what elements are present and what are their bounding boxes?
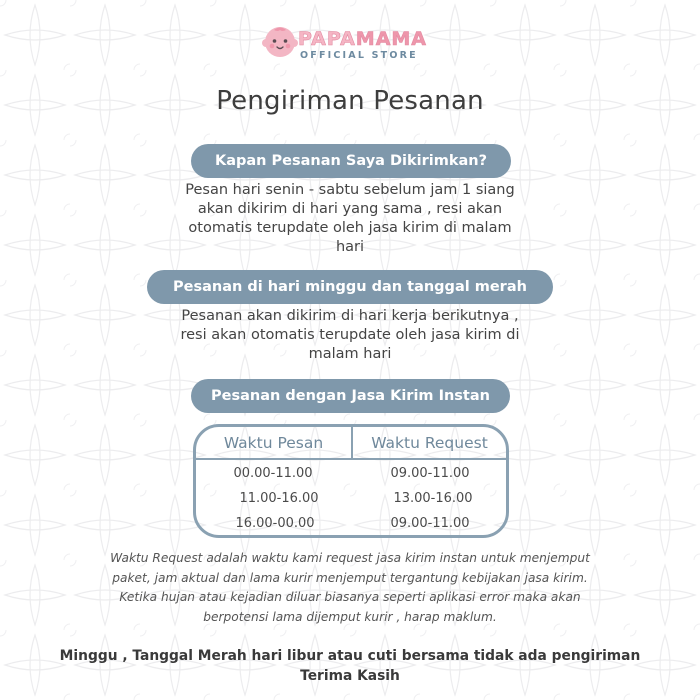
text-line: Pesan hari senin - sabtu sebelum jam 1 siang [185, 182, 515, 198]
note-line: Ketika hujan atau kejadian diluar biasanya seperti aplikasi error maka akan [119, 590, 581, 604]
section-heading-shipping-time: Kapan Pesanan Saya Dikirimkan? [191, 144, 511, 178]
footer-thanks: Terima Kasih [300, 668, 400, 684]
page-title: Pengiriman Pesanan [216, 86, 484, 116]
brand-name-part2: MAMA [355, 28, 428, 50]
section-text-holiday-orders [110, 307, 590, 364]
baby-face-icon [262, 24, 298, 60]
note-line: berpotensi lama dijemput kurir , harap maklum. [203, 609, 497, 624]
footer-notice [20, 646, 680, 686]
section-text-shipping-time [120, 181, 580, 257]
brand-wordmark [298, 28, 427, 50]
text-line: akan dikirim di hari yang sama , resi akan [197, 201, 503, 217]
brand-name-part1: PAPA [298, 28, 356, 50]
table-divider-horizontal [196, 458, 506, 460]
instant-courier-note [60, 549, 640, 627]
table-cell: 09.00-11.00 [390, 516, 470, 531]
table-cell: 16.00-00.00 [235, 516, 315, 531]
instant-courier-table [193, 424, 509, 538]
text-line: hari [335, 239, 365, 255]
table-cell: 11.00-16.00 [239, 491, 319, 506]
text-line: malam hari [308, 346, 392, 362]
table-cell: 00.00-11.00 [233, 466, 313, 481]
table-cell: 13.00-16.00 [393, 491, 473, 506]
text-line: Pesanan akan dikirim di hari kerja berikutnya , [181, 308, 519, 324]
table-header-order-time: Waktu Pesan [223, 434, 324, 452]
brand-logo [262, 24, 442, 64]
section-heading-holiday-orders: Pesanan di hari minggu dan tanggal merah [147, 270, 553, 304]
text-line: resi akan otomatis terupdate oleh jasa kirim di [180, 327, 520, 343]
table-cell: 09.00-11.00 [390, 466, 470, 481]
footer-line: Minggu , Tanggal Merah hari libur atau cuti bersama tidak ada pengiriman [59, 648, 641, 664]
brand-subtitle: OFFICIAL STORE [300, 50, 418, 61]
table-header-request-time: Waktu Request [371, 434, 488, 452]
note-line: Waktu Request adalah waktu kami request jasa kirim instan untuk menjemput [110, 551, 590, 565]
text-line: otomatis terupdate oleh jasa kirim di malam [188, 220, 512, 236]
section-heading-instant-courier: Pesanan dengan Jasa Kirim Instan [191, 379, 510, 413]
note-line: paket, jam aktual dan lama kurir menjemput tergantung kebijakan jasa kirim. [112, 570, 588, 585]
